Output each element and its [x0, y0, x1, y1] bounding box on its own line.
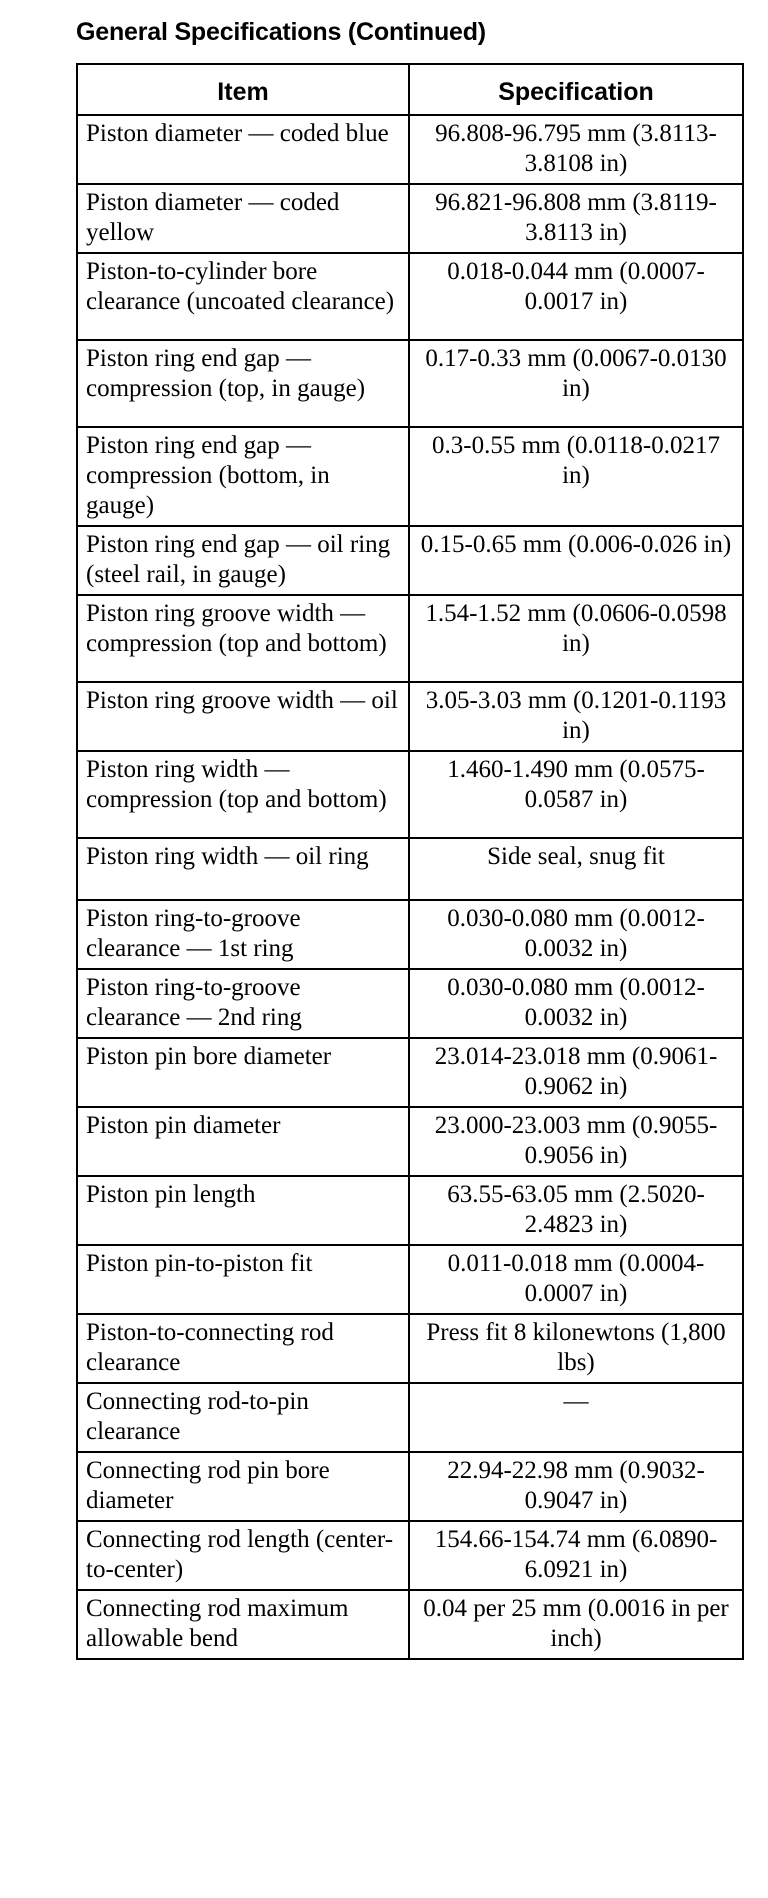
specification-cell: 1.54-1.52 mm (0.0606-0.0598 in): [409, 595, 743, 682]
specification-cell: —: [409, 1383, 743, 1452]
item-cell: Connecting rod length (center-to-center): [77, 1521, 409, 1590]
specification-cell: 96.821-96.808 mm (3.8119-3.8113 in): [409, 184, 743, 253]
item-cell: Connecting rod pin bore diameter: [77, 1452, 409, 1521]
table-row: [77, 526, 743, 595]
specification-cell: 23.000-23.003 mm (0.9055-0.9056 in): [409, 1107, 743, 1176]
table-row: [77, 115, 743, 184]
item-cell: Piston ring end gap — compression (bottom, in gauge): [77, 427, 409, 526]
table-row: [77, 682, 743, 751]
table-header-row: [77, 64, 743, 115]
table-row: [77, 427, 743, 526]
specification-cell: 0.15-0.65 mm (0.006-0.026 in): [409, 526, 743, 595]
specification-cell: 0.018-0.044 mm (0.0007-0.0017 in): [409, 253, 743, 340]
specification-cell: 63.55-63.05 mm (2.5020-2.4823 in): [409, 1176, 743, 1245]
table-row: [77, 1245, 743, 1314]
item-cell: Piston diameter — coded blue: [77, 115, 409, 184]
specification-cell: 23.014-23.018 mm (0.9061-0.9062 in): [409, 1038, 743, 1107]
item-cell: Piston pin-to-piston fit: [77, 1245, 409, 1314]
item-cell: Piston ring groove width — oil: [77, 682, 409, 751]
item-cell: Piston ring end gap — compression (top, in gauge): [77, 340, 409, 427]
specification-cell: 96.808-96.795 mm (3.8113-3.8108 in): [409, 115, 743, 184]
specification-cell: 0.030-0.080 mm (0.0012-0.0032 in): [409, 969, 743, 1038]
table-row: [77, 969, 743, 1038]
specification-cell: Press fit 8 kilonewtons (1,800 lbs): [409, 1314, 743, 1383]
table-row: [77, 1452, 743, 1521]
specification-cell: 154.66-154.74 mm (6.0890-6.0921 in): [409, 1521, 743, 1590]
item-cell: Piston ring end gap — oil ring (steel rail, in gauge): [77, 526, 409, 595]
specification-cell: 0.17-0.33 mm (0.0067-0.0130 in): [409, 340, 743, 427]
item-cell: Piston diameter — coded yellow: [77, 184, 409, 253]
item-cell: Piston ring width — oil ring: [77, 838, 409, 900]
table-row: [77, 1176, 743, 1245]
table-row: [77, 1038, 743, 1107]
table-row: [77, 900, 743, 969]
item-cell: Piston ring width — compression (top and bottom): [77, 751, 409, 838]
table-row: [77, 1521, 743, 1590]
specification-cell: 1.460-1.490 mm (0.0575-0.0587 in): [409, 751, 743, 838]
specification-cell: 0.030-0.080 mm (0.0012-0.0032 in): [409, 900, 743, 969]
item-cell: Piston pin length: [77, 1176, 409, 1245]
specifications-table: [76, 63, 744, 1660]
table-row: [77, 340, 743, 427]
table-row: [77, 253, 743, 340]
item-cell: Piston-to-cylinder bore clearance (uncoated clearance): [77, 253, 409, 340]
specification-cell: 0.011-0.018 mm (0.0004-0.0007 in): [409, 1245, 743, 1314]
item-cell: Piston-to-connecting rod clearance: [77, 1314, 409, 1383]
item-cell: Piston ring-to-groove clearance — 1st ring: [77, 900, 409, 969]
table-row: [77, 1590, 743, 1659]
table-row: [77, 1107, 743, 1176]
item-cell: Connecting rod-to-pin clearance: [77, 1383, 409, 1452]
table-row: [77, 751, 743, 838]
specification-cell: 0.3-0.55 mm (0.0118-0.0217 in): [409, 427, 743, 526]
column-header-specification: Specification: [409, 64, 743, 115]
item-cell: Piston pin bore diameter: [77, 1038, 409, 1107]
item-cell: Piston ring groove width — compression (top and bottom): [77, 595, 409, 682]
table-row: [77, 184, 743, 253]
table-row: [77, 1314, 743, 1383]
item-cell: Connecting rod maximum allowable bend: [77, 1590, 409, 1659]
specification-cell: 3.05-3.03 mm (0.1201-0.1193 in): [409, 682, 743, 751]
table-row: [77, 838, 743, 900]
item-cell: Piston ring-to-groove clearance — 2nd ring: [77, 969, 409, 1038]
page-title: General Specifications (Continued): [76, 18, 486, 46]
specification-cell: Side seal, snug fit: [409, 838, 743, 900]
item-cell: Piston pin diameter: [77, 1107, 409, 1176]
table-row: [77, 1383, 743, 1452]
specification-cell: 0.04 per 25 mm (0.0016 in per inch): [409, 1590, 743, 1659]
table-row: [77, 595, 743, 682]
column-header-item: Item: [77, 64, 409, 115]
specification-cell: 22.94-22.98 mm (0.9032-0.9047 in): [409, 1452, 743, 1521]
